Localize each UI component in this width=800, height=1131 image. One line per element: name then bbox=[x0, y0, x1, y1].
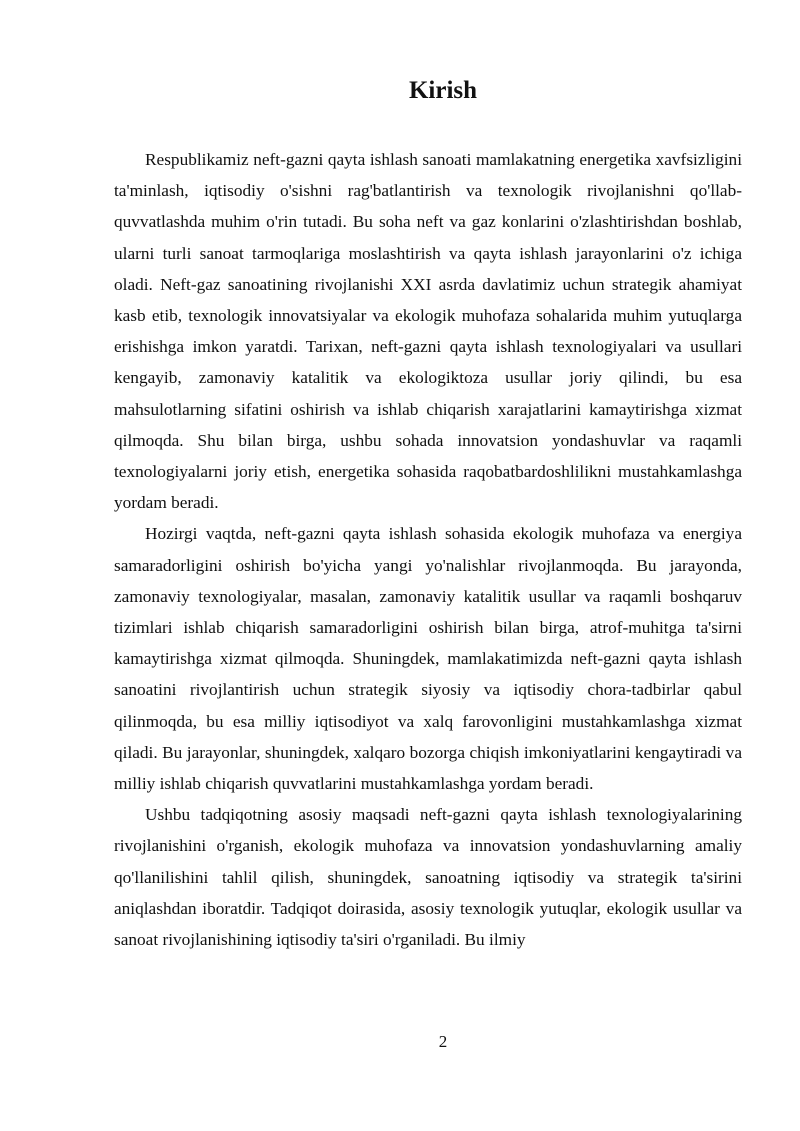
paragraph-2: Hozirgi vaqtda, neft-gazni qayta ishlash sohasida ekologik muhofaza va energiya samaradorligini oshirish bo'yicha yangi yo'nalishlar rivojlanmoqda. Bu jarayonda, zamonaviy texnologiyalar, masalan, zamonaviy katalitik usullar va raqamli boshqaruv tizimlari ishlab chiqarish samaradorligini oshirish bilan birga, atrof-muhitga ta'sirni kamaytirishga xizmat qilmoqda. Shuningdek, mamlakatimizda neft-gazni qayta ishlash sanoatini rivojlantirish uchun strategik siyosiy va iqtisodiy chora-tadbirlar qabul qilinmoqda, bu esa milliy iqtisodiyot va xalq farovonligini mustahkamlashga xizmat qiladi. Bu jarayonlar, shuningdek, xalqaro bozorga chiqish imkoniyatlarini kengaytiradi va milliy ishlab chiqarish quvvatlarini mustahkamlashga yordam beradi. bbox=[114, 524, 742, 794]
body-text bbox=[114, 144, 742, 955]
page-number: 2 bbox=[438, 1032, 448, 1051]
paragraph-1: Respublikamiz neft-gazni qayta ishlash sanoati mamlakatning energetika xavfsizligini ta'minlash, iqtisodiy o'sishni rag'batlantirish va texnologik rivojlanishni qo'llab-quvvatlashda muhim o'rin tutadi. Bu soha neft va gaz konlarini o'zlashtirishdan boshlab, ularni turli sanoat tarmoqlariga moslashtirish va qayta ishlash jarayonlarini o'z ichiga oladi. Neft-gaz sanoatining rivojlanishi XXI asrda davlatimiz uchun strategik ahamiyat kasb etib, texnologik innovatsiyalar va ekologik muhofaza sohalarida muhim yutuqlarga erishishga imkon yaratdi. Tarixan, neft-gazni qayta ishlash texnologiyalari va usullari kengayib, zamonaviy katalitik va ekologiktoza usullar joriy qilindi, bu esa mahsulotlarning sifatini oshirish va ishlab chiqarish xarajatlarini kamaytirishga xizmat qilmoqda. Shu bilan birga, ushbu sohada innovatsion yondashuvlar va raqamli texnologiyalarni joriy etish, energetika sohasida raqobatbardoshlilikni mustahkamlashga yordam beradi. bbox=[114, 150, 742, 513]
page-title: Kirish bbox=[408, 77, 478, 104]
paragraph-3: Ushbu tadqiqotning asosiy maqsadi neft-gazni qayta ishlash texnologiyalarining rivojlanishini o'rganish, ekologik muhofaza va innovatsion yondashuvlarning amaliy qo'llanilishini tahlil qilish, shuningdek, sanoatning iqtisodiy va strategik ta'sirini aniqlashdan iboratdir. Tadqiqot doirasida, asosiy texnologik yutuqlar, ekologik usullar va sanoat rivojlanishining iqtisodiy ta'siri o'rganiladi. Bu ilmiy bbox=[114, 805, 742, 950]
